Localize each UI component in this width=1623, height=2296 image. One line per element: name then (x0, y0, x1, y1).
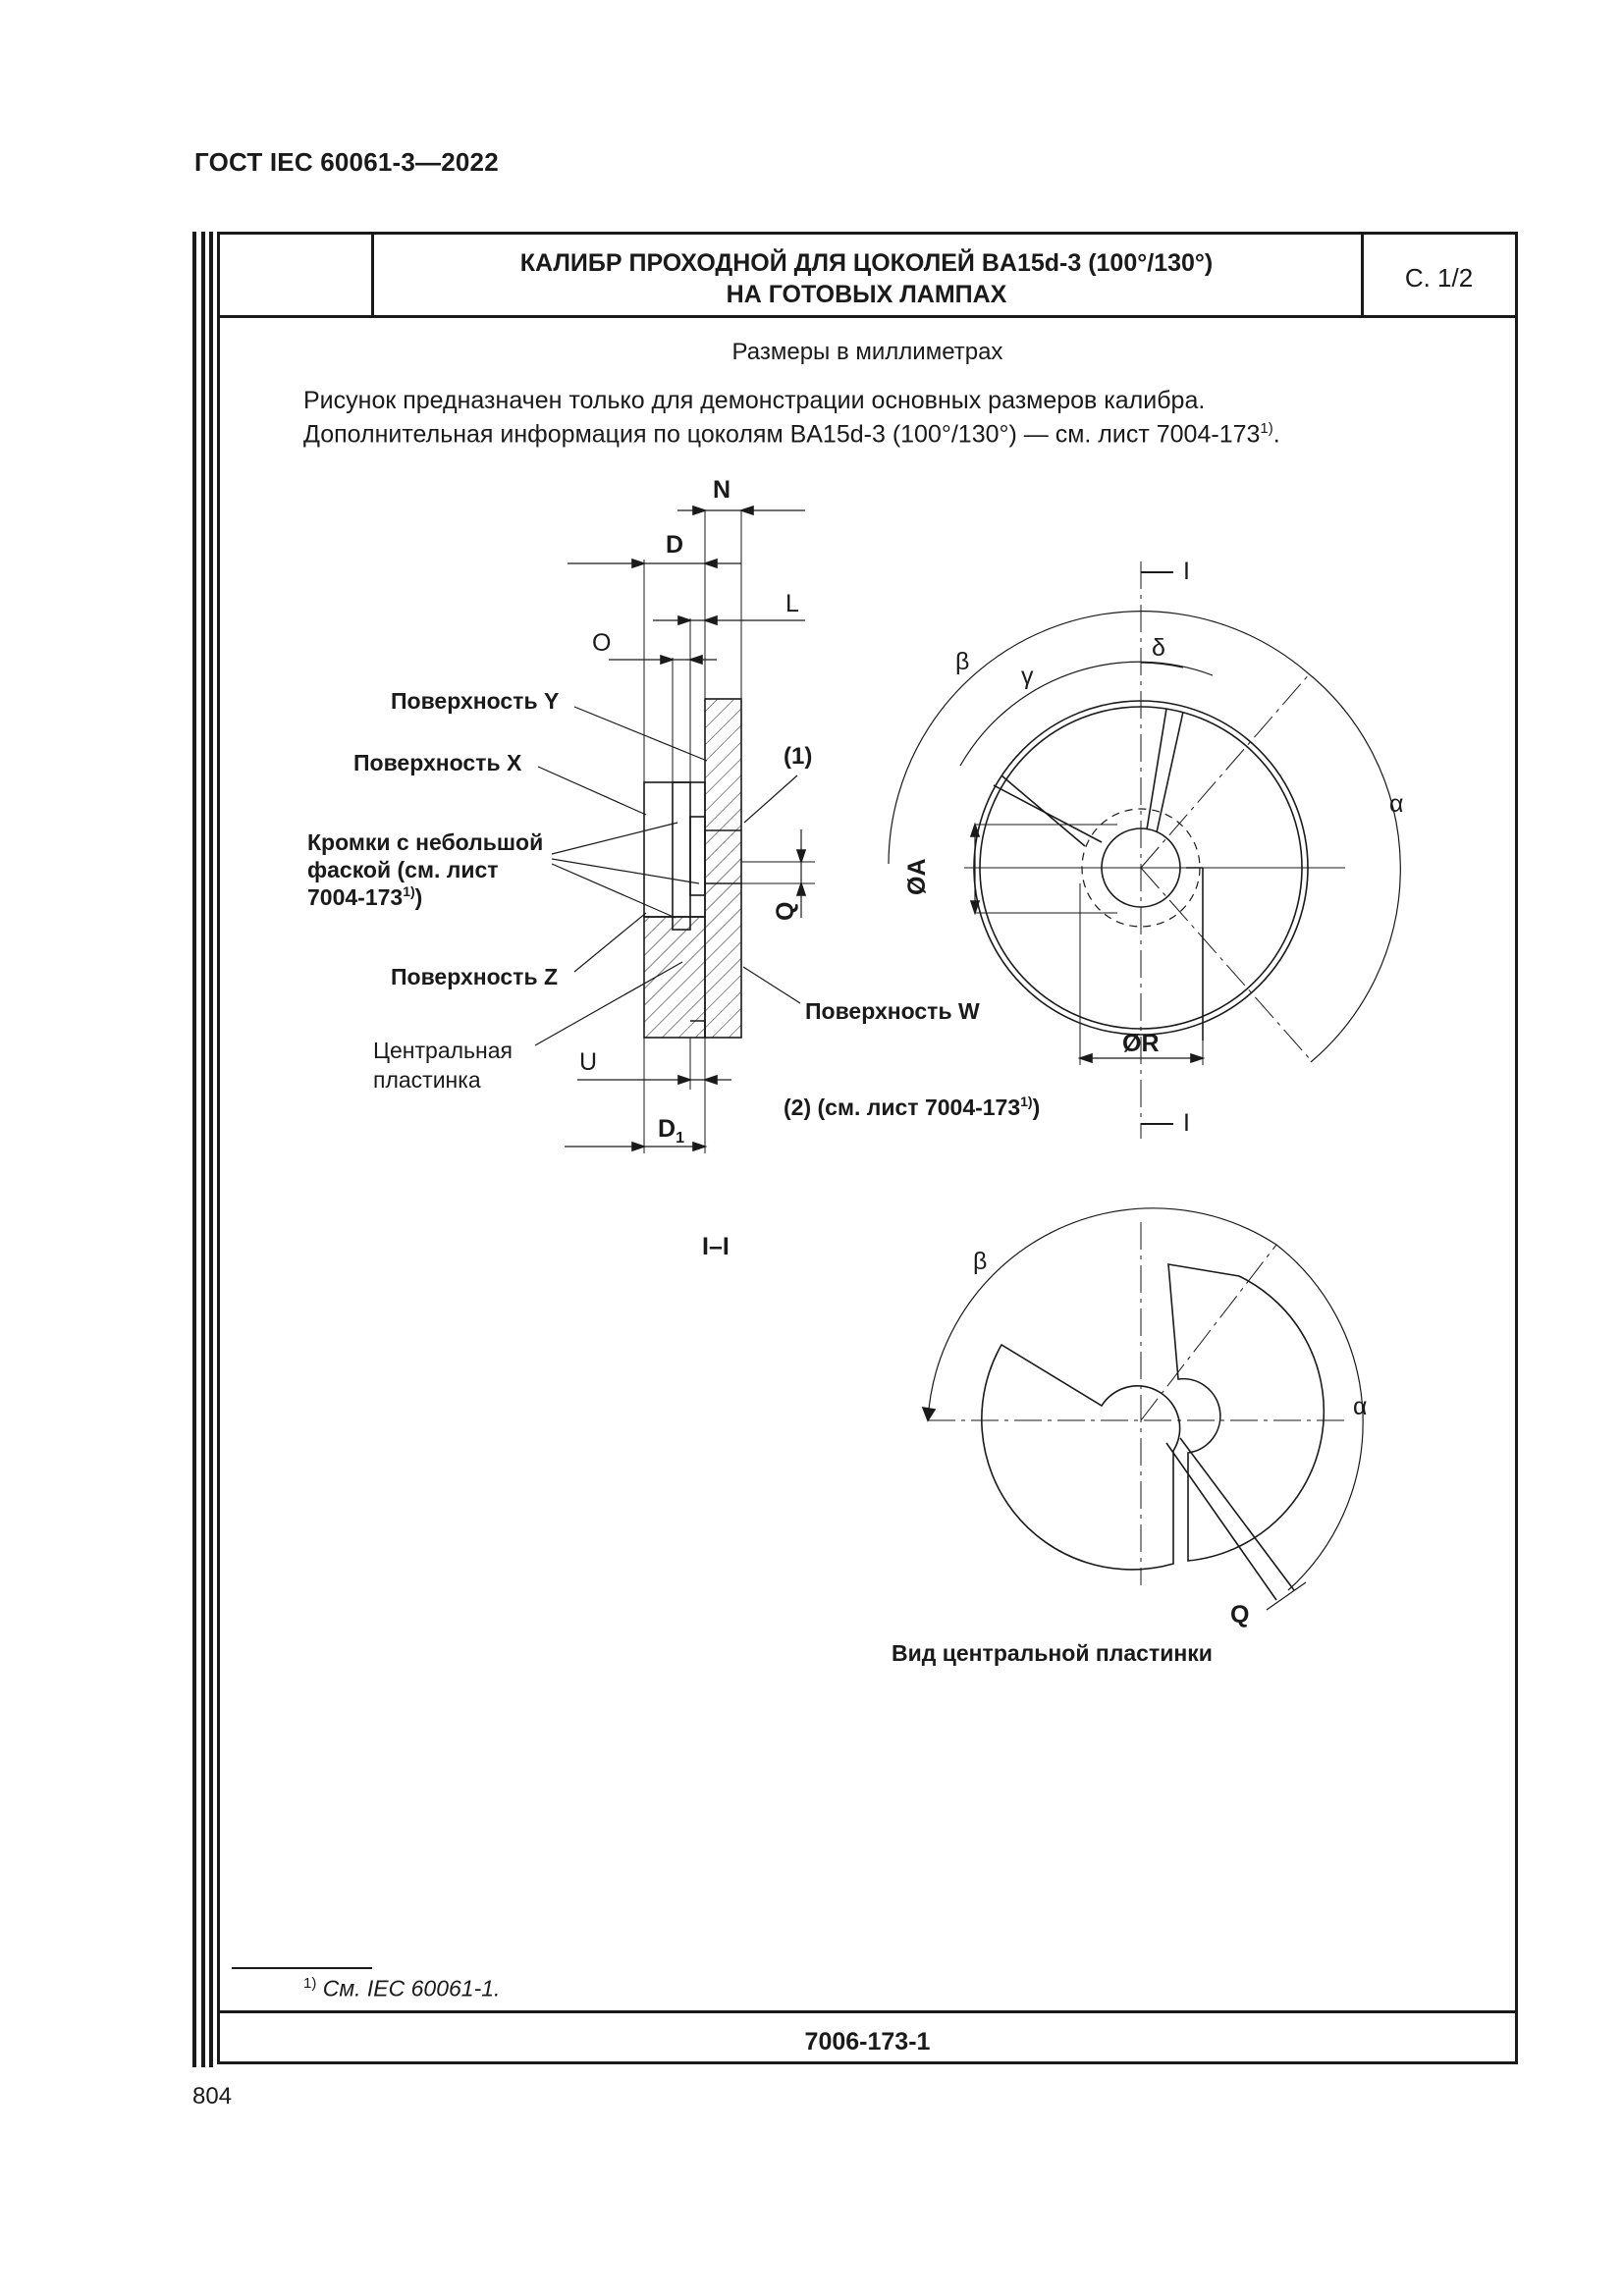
arrow-q-bottom (797, 883, 805, 895)
surface-x-block (644, 782, 705, 917)
arrow-dr-right (1191, 1054, 1203, 1062)
plate-outline-left (982, 1345, 1180, 1570)
note-line-2-sup: 1) (1260, 420, 1273, 437)
front-slot-left-2 (994, 785, 1102, 842)
plate-dim-alpha: α (1353, 1393, 1368, 1420)
leader-edges-2 (552, 859, 699, 883)
leader-surface-y (574, 707, 707, 761)
section-title: I–I (702, 1233, 730, 1260)
plate-beta-arc (928, 1208, 1276, 1420)
sheet-title-line-1: КАЛИБР ПРОХОДНОЙ ДЛЯ ЦОКОЛЕЙ BA15d-3 (100°/130°) (519, 249, 1214, 277)
front-beta-arc (889, 612, 1306, 864)
dim-d1-main: D (658, 1115, 676, 1143)
arrow-q-top (797, 850, 805, 862)
label-edges-3-sup: 1) (403, 883, 415, 899)
arrow-u-left (678, 1076, 690, 1084)
label-ref-1: (1) (784, 743, 813, 770)
dim-q: Q (772, 901, 799, 921)
label-surface-y: Поверхность Y (391, 688, 560, 714)
page-number: 804 (192, 2083, 233, 2109)
label-surface-w: Поверхность W (805, 998, 980, 1024)
arrow-u-right (705, 1076, 717, 1084)
label-central-1: Центральная (373, 1038, 513, 1063)
label-ref-2-sup: 1) (1020, 1094, 1033, 1109)
label-ref-2 (784, 1094, 1040, 1120)
footnote-rule (232, 1967, 372, 1969)
footnote (303, 1975, 500, 2002)
plate-slot-line-2 (1180, 1438, 1294, 1590)
plate-alpha-arc (1276, 1245, 1363, 1590)
plate-dim-beta: β (973, 1248, 988, 1275)
dim-o: O (592, 629, 612, 657)
arrow-l-right (705, 616, 717, 624)
leader-edges-1 (552, 823, 677, 854)
dim-beta: β (955, 648, 970, 675)
note-line-2-end: . (1272, 420, 1280, 449)
arrow-d1-right (693, 1143, 705, 1150)
central-plate (673, 782, 690, 930)
leader-surface-x (538, 767, 646, 815)
leader-edges-3 (552, 864, 676, 918)
label-edges-3 (307, 883, 422, 910)
sheet-title-line-2: НА ГОТОВЫХ ЛАМПАХ (726, 281, 1007, 308)
dim-gamma: γ (1021, 663, 1034, 690)
note-line-1: Рисунок предназначен только для демонстрации основных размеров калибра. (303, 387, 1206, 414)
dim-u: U (579, 1048, 598, 1076)
dim-alpha: α (1389, 790, 1404, 818)
standard-header: ГОСТ IEC 60061-3—2022 (194, 147, 499, 177)
dim-l: L (785, 590, 799, 617)
dim-d1 (658, 1115, 684, 1147)
dim-d: D (666, 531, 684, 559)
label-edges-3-end: ) (414, 884, 423, 910)
dim-n: N (713, 476, 731, 504)
plate-outline-right (1168, 1264, 1324, 1561)
label-surface-x: Поверхность X (353, 750, 522, 775)
arrow-l-left (678, 616, 690, 624)
arrow-d1-left (632, 1143, 644, 1150)
surface-z-block (644, 917, 705, 1038)
label-edges-1: Кромки с небольшой (307, 829, 544, 855)
footnote-text: См. IEC 60061-1. (316, 1975, 501, 2002)
dim-dr: ØR (1122, 1030, 1160, 1057)
label-ref-2-text: (2) (см. лист 7004-173 (784, 1095, 1021, 1120)
front-alpha-arc (1306, 671, 1400, 1062)
arrow-d-left (632, 560, 644, 567)
note-line-2-text: Дополнительная информация по цоколям BA15d-3 (100°/130°) — см. лист 7004-173 (303, 420, 1261, 449)
leader-ref-1 (744, 775, 797, 823)
side-section-view (535, 507, 815, 1153)
arrow-da-bottom (971, 901, 979, 913)
plate-view (923, 1208, 1363, 1610)
front-slot-top-2 (1157, 712, 1183, 832)
label-central-2: пластинка (373, 1067, 481, 1093)
section-mark-bottom-label: I (1183, 1109, 1190, 1137)
arrow-da-top (971, 825, 979, 836)
leader-surface-z (574, 913, 646, 972)
label-ref-2-end: ) (1032, 1095, 1041, 1120)
plate-view-label: Вид центральной пластинки (892, 1640, 1213, 1666)
label-edges-3-text: 7004-173 (307, 884, 404, 910)
arrow-n-right (741, 507, 753, 514)
section-mark-top-label: I (1183, 558, 1190, 585)
plate-view-labels (892, 1248, 1367, 1666)
surface-y-block (705, 699, 741, 1038)
page-ref: С. 1/2 (1404, 263, 1474, 293)
plate-slot-line-1 (1166, 1443, 1276, 1600)
dim-delta: δ (1152, 634, 1165, 662)
front-view-labels (903, 558, 1403, 1137)
arrow-dr-left (1080, 1054, 1092, 1062)
arrow-plate-beta (923, 1408, 935, 1420)
arrow-n-left (693, 507, 705, 514)
side-view-labels (307, 476, 1040, 1147)
dim-d1-sub: 1 (676, 1130, 684, 1147)
dim-line-q2 (1267, 1582, 1306, 1610)
arrow-o-left (661, 656, 673, 664)
plate-dim-q: Q (1230, 1601, 1250, 1629)
label-surface-z: Поверхность Z (391, 964, 559, 989)
units-note: Размеры в миллиметрах (731, 339, 1003, 365)
leader-surface-w (743, 967, 800, 1003)
arrow-d-right (705, 560, 717, 567)
arrow-o-right (690, 656, 702, 664)
footnote-mark: 1) (303, 1975, 317, 1992)
dim-da: ØA (903, 858, 931, 895)
label-edges-2: фаской (см. лист (307, 857, 499, 882)
sheet-id: 7006-173-1 (804, 2028, 931, 2056)
